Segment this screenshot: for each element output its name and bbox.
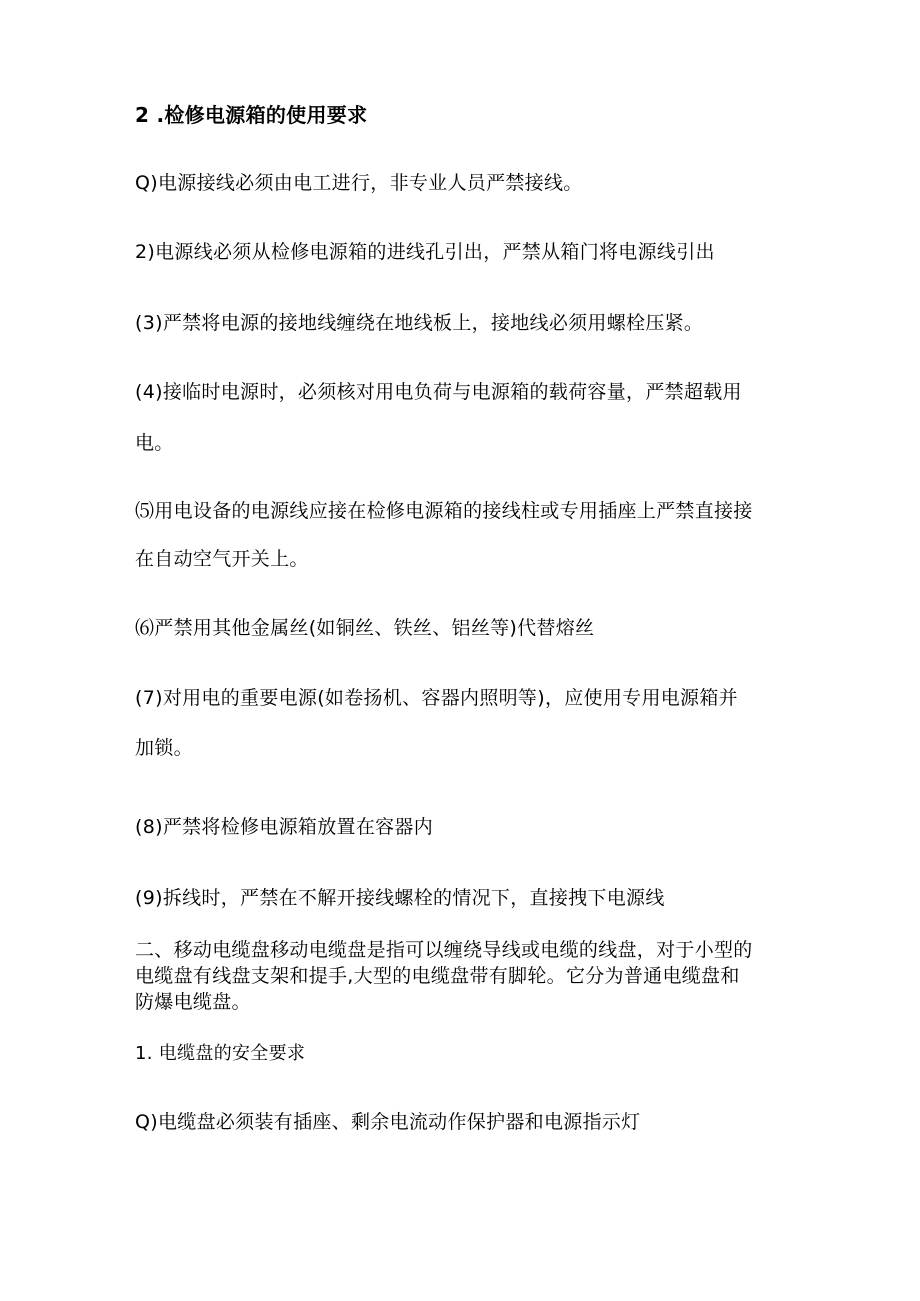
- item-4-line-2: 电。: [135, 432, 174, 454]
- item-8: (8)严禁将检修电源箱放置在容器内: [135, 816, 434, 838]
- section-two-line-1: 二、移动电缆盘移动电缆盘是指可以缠绕导线或电缆的线盘，对于小型的: [135, 939, 753, 961]
- item-3: (3)严禁将电源的接地线缠绕在地线板上，接地线必须用螺栓压紧。: [135, 312, 704, 334]
- item-2: 2)电源线必须从检修电源箱的进线孔引出，严禁从箱门将电源线引出: [135, 241, 715, 263]
- section-two-line-3: 防爆电缆盘。: [135, 991, 251, 1013]
- final-item: Q)电缆盘必须装有插座、剩余电流动作保护器和电源指示灯: [135, 1111, 641, 1133]
- item-5-line-1: ⑸用电设备的电源线应接在检修电源箱的接线柱或专用插座上严禁直接接: [135, 500, 753, 522]
- subsection-1-title: 1. 电缆盘的安全要求: [135, 1043, 306, 1064]
- item-9: (9)拆线时，严禁在不解开接线螺栓的情况下，直接拽下电源线: [135, 887, 665, 909]
- item-7-line-2: 加锁。: [135, 737, 193, 759]
- item-6: ⑹严禁用其他金属丝(如铜丝、铁丝、铝丝等)代替熔丝: [135, 617, 595, 639]
- item-1: Q)电源接线必须由电工进行，非专业人员严禁接线。: [135, 172, 583, 194]
- item-4-line-1: (4)接临时电源时，必须核对用电负荷与电源箱的载荷容量，严禁超载用: [135, 381, 742, 403]
- section-2-title: 2 .检修电源箱的使用要求: [135, 103, 368, 127]
- section-two-line-2: 电缆盘有线盘支架和提手,大型的电缆盘带有脚轮。它分为普通电缆盘和: [135, 965, 740, 987]
- item-5-line-2: 在自动空气开关上。: [135, 548, 309, 570]
- item-7-line-1: (7)对用电的重要电源(如卷扬机、容器内照明等)，应使用专用电源箱并: [135, 687, 738, 709]
